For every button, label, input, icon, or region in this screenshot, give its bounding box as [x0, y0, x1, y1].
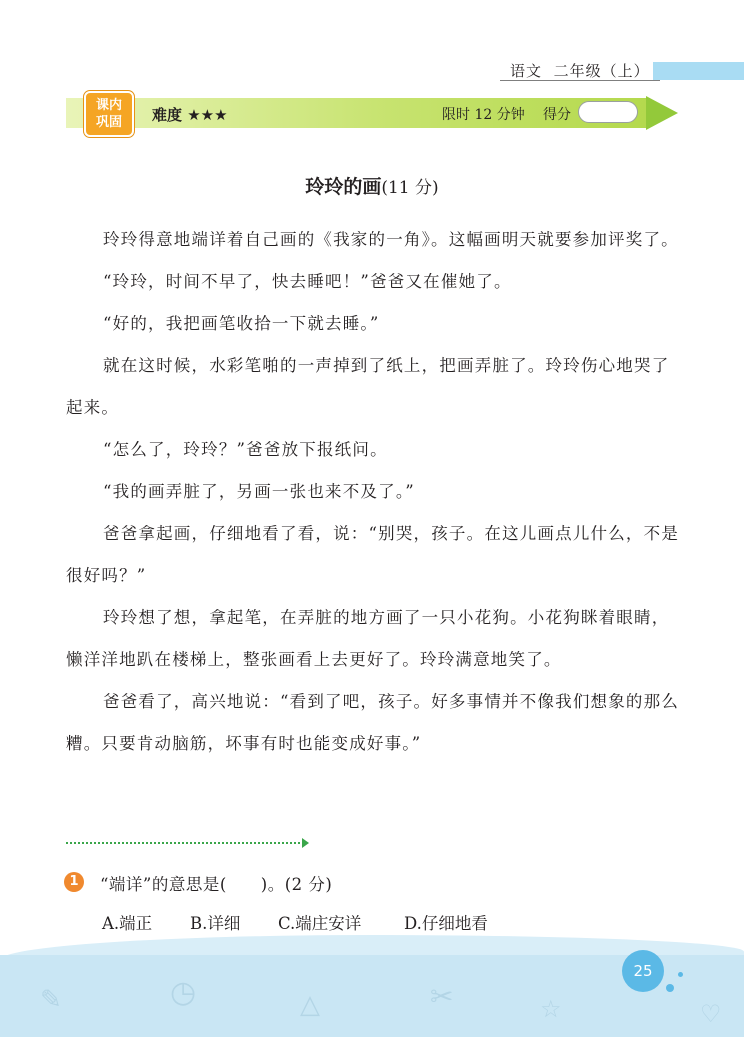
paragraph: 玲玲得意地端详着自己画的《我家的一角》。这幅画明天就要参加评奖了。 — [103, 230, 679, 249]
divider-arrow-icon — [302, 838, 309, 848]
grade-label: 二年级（上） — [553, 62, 650, 80]
badge-line-2: 巩固 — [95, 115, 122, 130]
star-icon: ☆ — [540, 995, 562, 1023]
header-color-bar — [653, 62, 744, 80]
scissors-icon: ✂ — [430, 980, 454, 1013]
subject-grade-header — [510, 60, 650, 81]
pencil-icon: ✎ — [40, 985, 62, 1015]
option-b[interactable]: B.详细 — [190, 914, 241, 933]
option-d[interactable]: D.仔细地看 — [404, 914, 488, 933]
score-label: 得分 — [543, 107, 571, 123]
paragraph: 爸爸拿起画，仔细地看了看，说：“别哭，孩子。在这儿画点儿什么，不是很好吗？” — [66, 524, 680, 585]
article-title-text: 玲玲的画 — [305, 176, 382, 198]
heart-icon: ♡ — [700, 1000, 722, 1028]
header-rule — [500, 80, 660, 81]
score-field[interactable] — [578, 101, 638, 123]
question-number-badge: 1 — [64, 872, 84, 892]
time-limit: 限时 12 分钟 — [442, 107, 525, 123]
paragraph: 爸爸看了，高兴地说：“看到了吧，孩子。好多事情并不像我们想象的那么糟。只要肯动脑筋，坏事有时也能变成好事。” — [66, 692, 680, 753]
paragraph: “我的画弄脏了，另画一张也来不及了。” — [103, 482, 415, 501]
clock-icon: ◷ — [170, 975, 197, 1010]
decor-dot — [666, 984, 674, 992]
paragraph: 就在这时候，水彩笔啪的一声掉到了纸上，把画弄脏了。玲玲伤心地哭了起来。 — [66, 356, 670, 417]
article-points: (11 分) — [381, 178, 439, 198]
triangle-ruler-icon: △ — [300, 990, 320, 1020]
paragraph: 玲玲想了想，拿起笔，在弄脏的地方画了一只小花狗。小花狗眯着眼睛，懒洋洋地趴在楼梯上，整张画看上去更好了。玲玲满意地笑了。 — [66, 608, 670, 669]
difficulty-rating: 难度 ★★★ — [152, 106, 228, 124]
option-c[interactable]: C.端庄安详 — [278, 914, 362, 933]
banner-arrow-icon — [646, 96, 678, 130]
decor-dot — [678, 972, 683, 977]
section-badge — [84, 91, 134, 137]
dotted-divider — [66, 842, 304, 844]
paragraph: “好的，我把画笔收拾一下就去睡。” — [103, 314, 380, 333]
article-title — [0, 172, 744, 199]
option-a[interactable]: A.端正 — [102, 914, 153, 933]
paragraph: “怎么了，玲玲？”爸爸放下报纸问。 — [103, 440, 388, 459]
badge-line-1: 课内 — [95, 98, 122, 113]
question-text: “端详”的意思是( )。(2 分) — [100, 875, 333, 894]
subject-label: 语文 — [510, 62, 543, 80]
page-number: 25 — [622, 950, 664, 992]
paragraph: “玲玲，时间不早了，快去睡吧！”爸爸又在催她了。 — [103, 272, 512, 291]
